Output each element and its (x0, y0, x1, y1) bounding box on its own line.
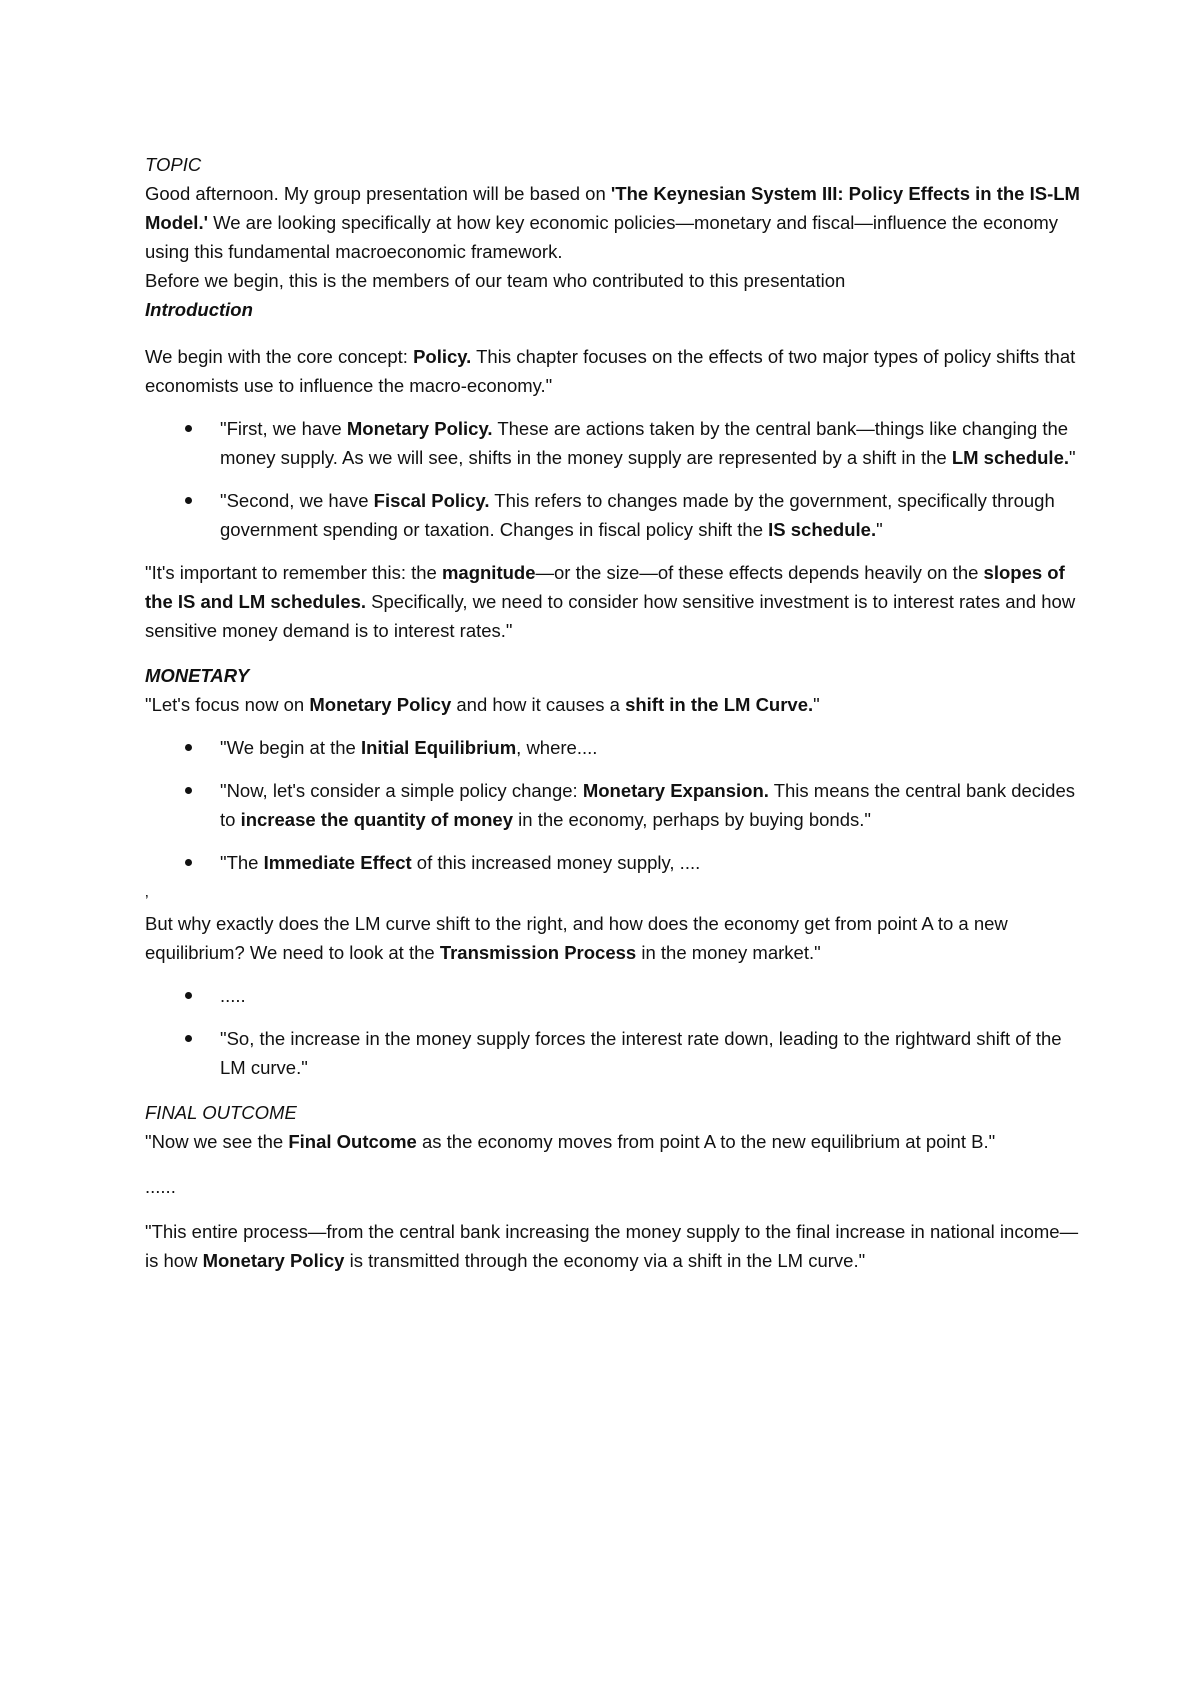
topic-paragraph-2: Before we begin, this is the members of our team who contributed to this presentation (145, 270, 846, 291)
final-outcome-paragraph-1: "Now we see the Final Outcome as the economy moves from point A to the new equilibrium at point B." (145, 1131, 996, 1152)
bold-run: Final Outcome (288, 1131, 417, 1152)
list-item-text: "First, we have Monetary Policy. These are actions taken by the central bank—things like changing the money supply. As we will see, shifts in the money supply are represented by a shift in the LM schedule." (220, 418, 1076, 468)
topic-heading: TOPIC (145, 154, 202, 175)
list-item-text: "Second, we have Fiscal Policy. This refers to changes made by the government, specifically through government spending or taxation. Changes in fiscal policy shift the IS schedule." (220, 490, 1055, 540)
list-item-text: "The Immediate Effect of this increased money supply, .... (220, 852, 701, 873)
transmission-bullet-list (145, 981, 1080, 1082)
list-item (145, 1024, 1080, 1082)
monetary-heading: MONETARY (145, 665, 250, 686)
list-item-text: "We begin at the Initial Equilibrium, where.... (220, 737, 598, 758)
final-outcome-paragraph-2: "This entire process—from the central bank increasing the money supply to the final increase in national income—is how Monetary Policy is transmitted through the economy via a shift in the LM curve." (145, 1221, 1079, 1271)
list-item (145, 776, 1080, 834)
bold-run: Fiscal Policy. (373, 490, 490, 511)
list-item (145, 981, 1080, 1010)
bold-run: LM schedule. (951, 447, 1070, 468)
monetary-bullet-list (145, 733, 1080, 877)
list-item-text: "So, the increase in the money supply forces the interest rate down, leading to the rightward shift of the LM curve." (220, 1028, 1062, 1078)
stray-mark: ’ (145, 893, 149, 910)
bold-run: Monetary Policy (202, 1250, 345, 1271)
list-item (145, 414, 1080, 472)
list-item-text: "Now, let's consider a simple policy change: Monetary Expansion. This means the central bank decides to increase the quantity of money in the economy, perhaps by buying bonds." (220, 780, 1075, 830)
list-item (145, 848, 1080, 877)
introduction-paragraph-2: "It's important to remember this: the magnitude—or the size—of these effects depends heavily on the slopes of the IS and LM schedules. Specifically, we need to consider how sensitive investment is to interest rates and how sensitive money demand is to interest rates." (145, 562, 1076, 641)
list-item-text: ..... (220, 985, 246, 1006)
bold-run: Monetary Expansion. (582, 780, 769, 801)
bold-run: Monetary Policy. (346, 418, 493, 439)
bullet-icon (185, 859, 192, 866)
bold-run: Immediate Effect (263, 852, 412, 873)
bold-run: Transmission Process (439, 942, 637, 963)
bullet-icon (185, 992, 192, 999)
introduction-heading: Introduction (145, 299, 253, 320)
bold-run: Policy. (413, 346, 472, 367)
bold-run: IS schedule. (768, 519, 877, 540)
bold-run: magnitude (441, 562, 536, 583)
bullet-icon (185, 497, 192, 504)
bullet-icon (185, 425, 192, 432)
bullet-icon (185, 787, 192, 794)
bold-run: shift in the LM Curve. (625, 694, 814, 715)
list-item (145, 733, 1080, 762)
bold-run: 'The Keynesian System III: Policy Effects in the IS-LM Model.' (145, 183, 1080, 233)
final-outcome-heading: FINAL OUTCOME (145, 1102, 297, 1123)
topic-paragraph-1: Good afternoon. My group presentation will be based on 'The Keynesian System III: Policy Effects in the IS-LM Model.' We are looking specifically at how key economic policies—monetary and fiscal—influence the economy using this fundamental macroeconomic framework. (145, 183, 1080, 262)
bullet-icon (185, 1035, 192, 1042)
bold-run: slopes of the IS and LM schedules. (145, 562, 1065, 612)
introduction-bullet-list (145, 414, 1080, 544)
final-outcome-ellipsis: ...... (145, 1176, 176, 1197)
monetary-paragraph-2: But why exactly does the LM curve shift to the right, and how does the economy get from point A to a new equilibrium? We need to look at the Transmission Process in the money market." (145, 913, 1008, 963)
list-item (145, 486, 1080, 544)
bullet-icon (185, 744, 192, 751)
bold-run: Monetary Policy (309, 694, 452, 715)
introduction-paragraph-1: We begin with the core concept: Policy. This chapter focuses on the effects of two major types of policy shifts that economists use to influence the macro-economy." (145, 346, 1076, 396)
bold-run: Initial Equilibrium (360, 737, 517, 758)
bold-run: increase the quantity of money (240, 809, 514, 830)
monetary-paragraph-1: "Let's focus now on Monetary Policy and how it causes a shift in the LM Curve." (145, 694, 820, 715)
